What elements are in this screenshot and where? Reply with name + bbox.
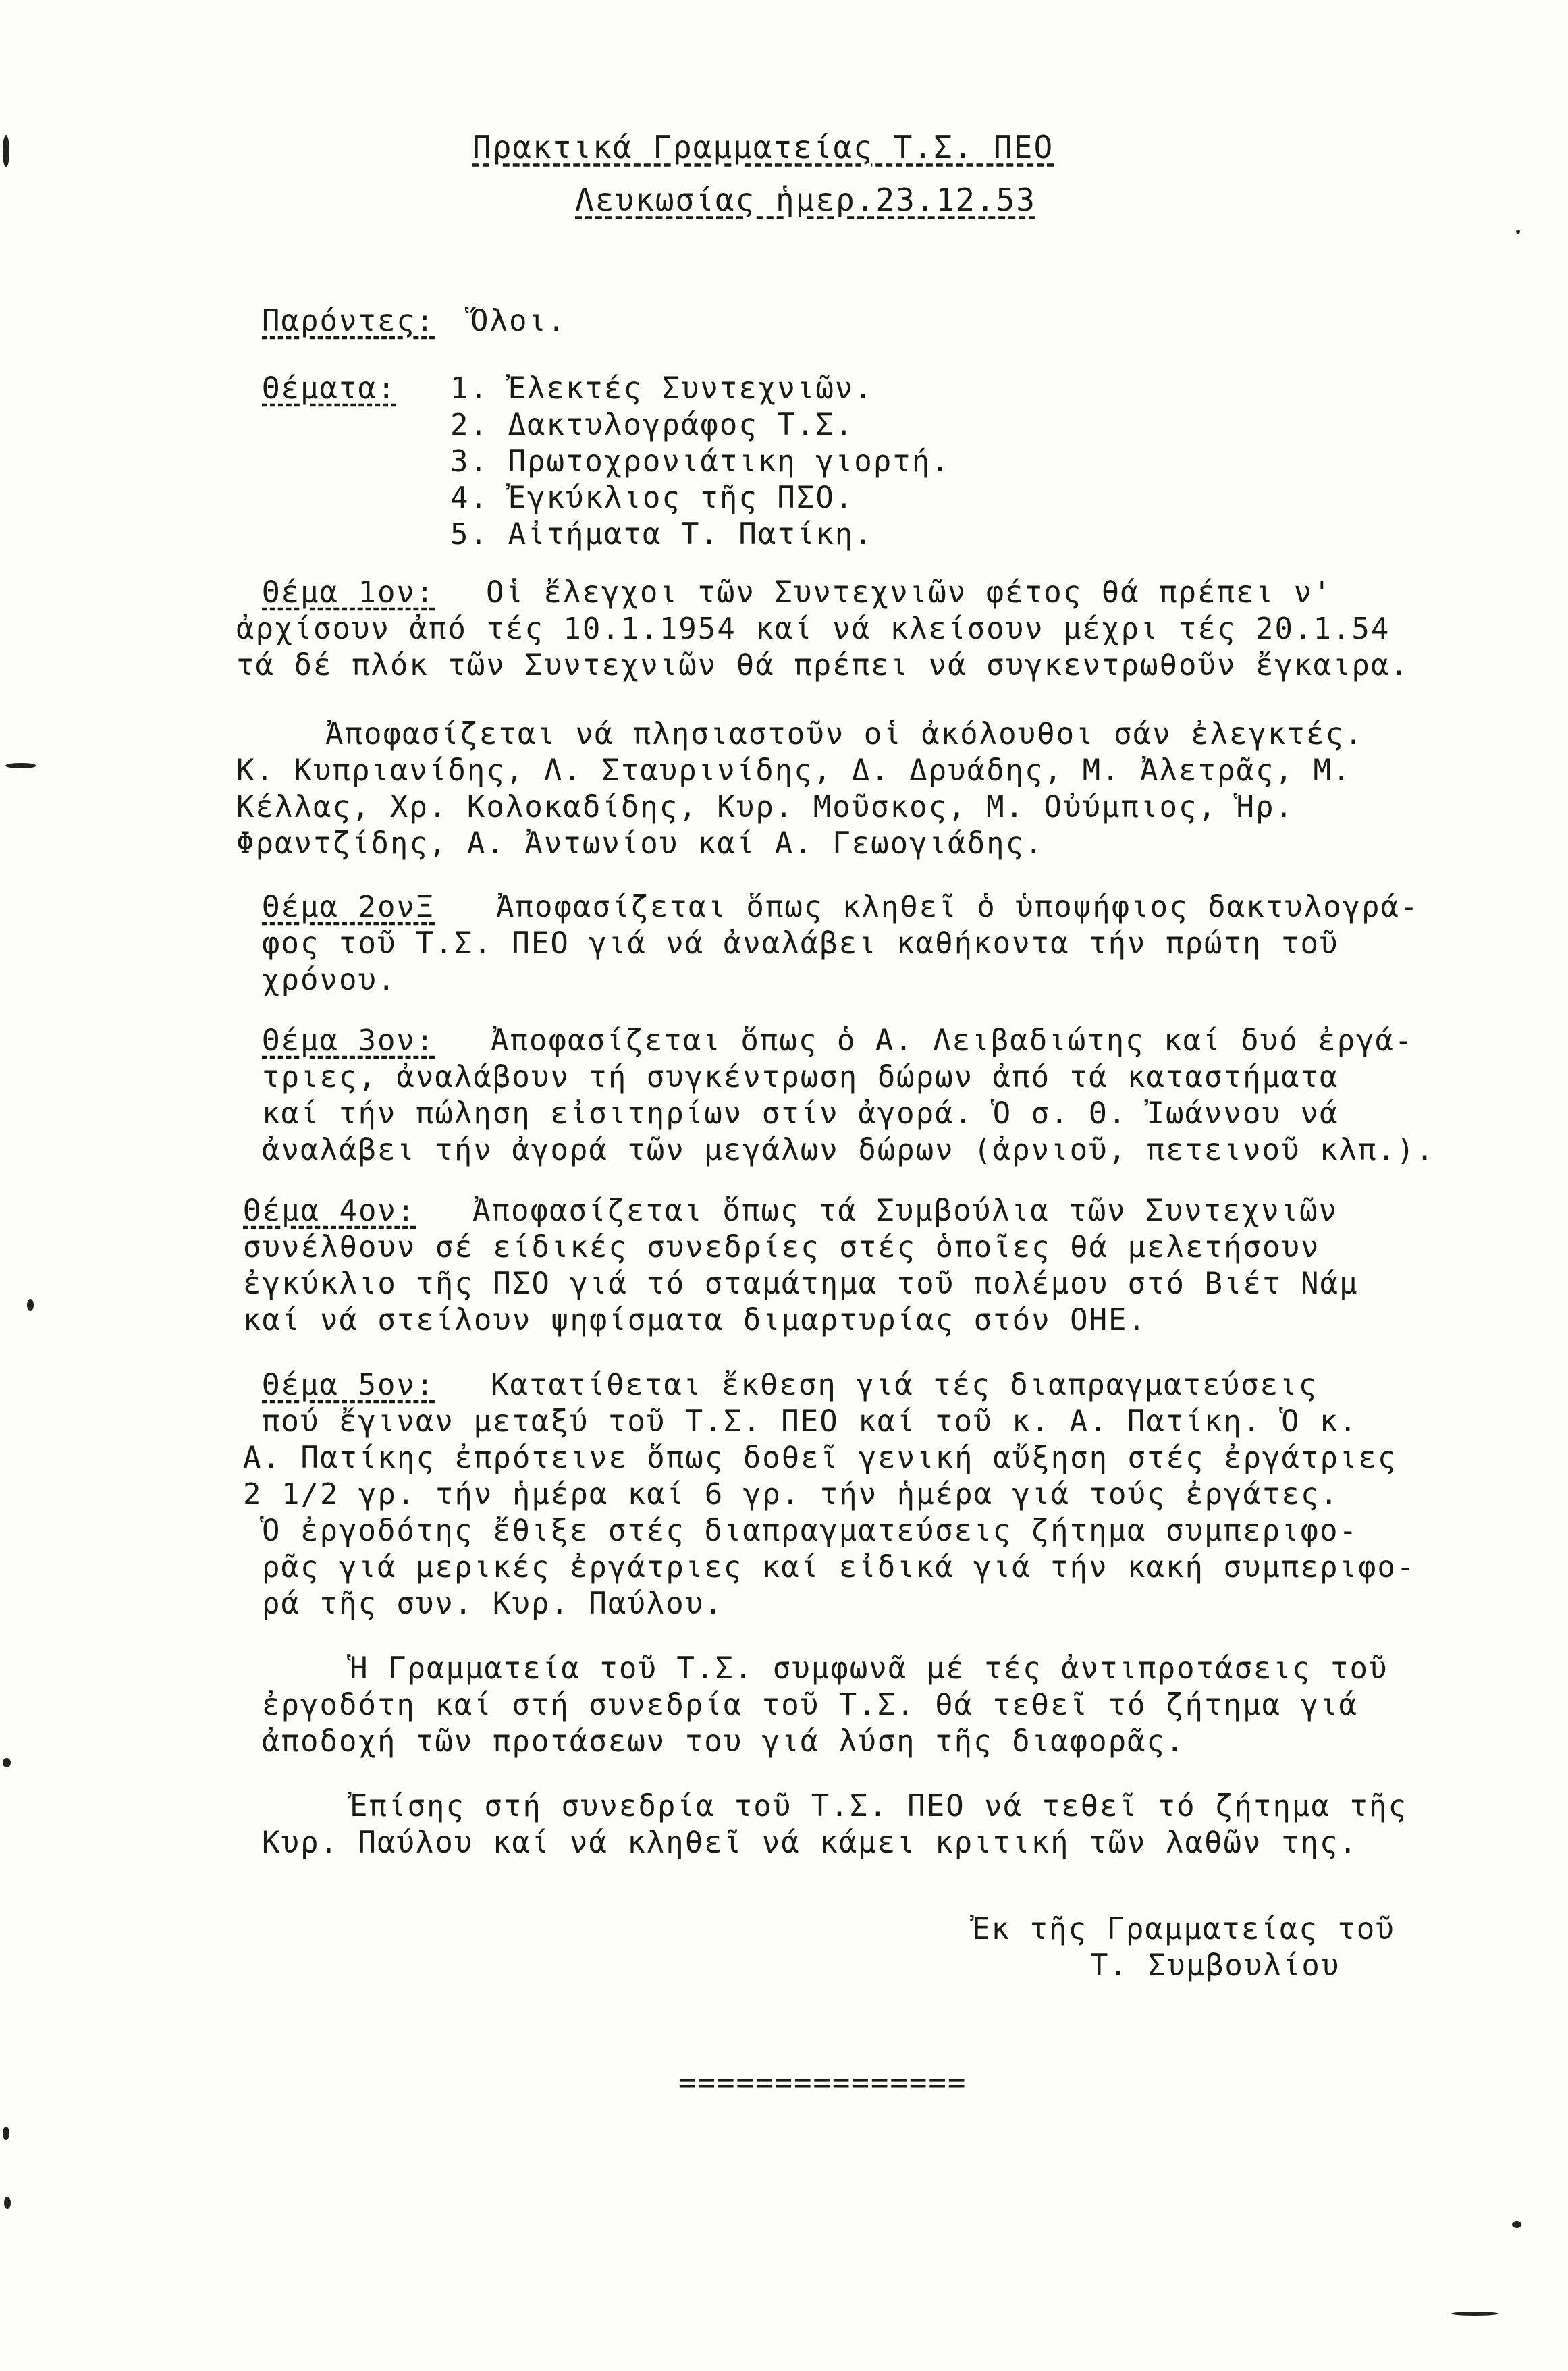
agenda-item: 5. Αἰτήματα Τ. Πατίκη.: [450, 517, 873, 552]
agenda-item: 1. Ἐλεκτές Συντεχνιῶν.: [450, 371, 873, 406]
topic5-line: ρά τῆς συν. Κυρ. Παύλου.: [262, 1587, 724, 1621]
topic2-label: Θέμα 2ονΞ: [262, 890, 435, 924]
topic2-line: φος τοῦ Τ.Σ. ΠΕΟ γιά νά ἀναλάβει καθήκοντα τήν πρώτη τοῦ: [262, 926, 1339, 961]
topic5-para3-line: Κυρ. Παύλου καί νά κληθεῖ νά κάμει κριτική τῶν λαθῶν της.: [262, 1826, 1358, 1860]
topic3-line: ἀναλάβει τήν ἀγορά τῶν μεγάλων δώρων (ἀρνιοῦ, πετεινοῦ κλπ.).: [262, 1133, 1435, 1167]
topic3-line: καί τήν πώληση εἰσιτηρίων στίν ἀγορά. Ὁ σ. Θ. Ἰωάννου νά: [262, 1096, 1339, 1131]
signature-line1: Ἐκ τῆς Γραμματείας τοῦ: [972, 1912, 1395, 1946]
scan-mark: [3, 1758, 11, 1767]
scan-mark: [3, 2127, 9, 2140]
topic4-line: Ἀποφασίζεται ὅπως τά Συμβούλια τῶν Συντεχνιῶν: [472, 1194, 1339, 1228]
topic3-label: Θέμα 3ον:: [262, 1023, 435, 1058]
topic5-line: Ὁ ἐργοδότης ἔθιξε στές διαπραγματεύσεις ζήτημα συμπεριφο-: [262, 1514, 1358, 1548]
topic4-line: ἐγκύκλιο τῆς ΠΣΟ γιά τό σταμάτημα τοῦ πολέμου στό Βιέτ Νάμ: [243, 1267, 1359, 1301]
topic5-label: Θέμα 5ον:: [262, 1368, 435, 1402]
scan-mark: [1516, 230, 1520, 234]
scan-mark: [3, 135, 9, 167]
topic5-line: 2 1/2 γρ. τήν ἡμέρα καί 6 γρ. τήν ἡμέρα γιά τούς ἐργάτες.: [243, 1477, 1339, 1512]
topic1-para2-line: Ἀποφασίζεται νά πλησιαστοῦν οἱ ἀκόλουθοι σάν ἐλεγκτές.: [325, 717, 1364, 751]
topic3-line: Ἀποφασίζεται ὅπως ὁ Α. Λειβαδιώτης καί δυό ἐργά-: [491, 1023, 1414, 1058]
topic1-label: Θέμα 1ον:: [262, 575, 435, 610]
topic5-para2-line: ἀποδοχή τῶν προτάσεων του γιά λύση τῆς διαφορᾶς.: [262, 1724, 1185, 1759]
document-date: Λευκωσίας ἡμερ.23.12.53: [575, 182, 1036, 218]
topic1-para2-line: Κ. Κυπριανίδης, Λ. Σταυρινίδης, Δ. Δρυάδης, Μ. Ἀλετρᾶς, Μ.: [236, 753, 1352, 788]
agenda-item: 3. Πρωτοχρονιάτικη γιορτή.: [450, 444, 950, 479]
topic5-para2-line: Ἡ Γραμματεία τοῦ Τ.Σ. συμφωνᾶ μέ τές ἀντιπροτάσεις τοῦ: [350, 1651, 1388, 1686]
topic4-line: καί νά στείλουν ψηφίσματα διμαρτυρίας στόν ΟΗΕ.: [243, 1303, 1147, 1337]
scan-mark: [5, 763, 36, 768]
signature-line2: Τ. Συμβουλίου: [1090, 1948, 1341, 1983]
topic5-para2-line: ἐργοδότη καί στή συνεδρία τοῦ Τ.Σ. θά τεθεῖ τό ζήτημα γιά: [262, 1688, 1358, 1722]
agenda-item: 2. Δακτυλογράφος Τ.Σ.: [450, 408, 855, 442]
topic1-para2-line: Κέλλας, Χρ. Κολοκαδίδης, Κυρ. Μοῦσκος, Μ. Οὐύμπιος, Ἡρ.: [236, 790, 1294, 824]
topic1-line: ἀρχίσουν ἀπό τές 10.1.1954 καί νά κλείσουν μέχρι τές 20.1.54: [236, 612, 1390, 646]
topic5-line: Α. Πατίκης ἐπρότεινε ὅπως δοθεῖ γενική αὔξηση στές ἐργάτριες: [243, 1441, 1397, 1475]
agenda-item: 4. Ἐγκύκλιος τῆς ΠΣΟ.: [450, 481, 855, 515]
agenda-label: Θέματα:: [262, 371, 397, 406]
topic5-line: πού ἔγιναν μεταξύ τοῦ Τ.Σ. ΠΕΟ καί τοῦ κ. Α. Πατίκη. Ὁ κ.: [262, 1404, 1358, 1439]
topic5-para3-line: Ἐπίσης στή συνεδρία τοῦ Τ.Σ. ΠΕΟ νά τεθεῖ τό ζήτημα τῆς: [350, 1789, 1407, 1823]
topic1-line: τά δέ πλόκ τῶν Συντεχνιῶν θά πρέπει νά συγκεντρωθοῦν ἔγκαιρα.: [236, 648, 1409, 683]
topic1-line: Οἱ ἔλεγχοι τῶν Συντεχνιῶν φέτος θά πρέπει ν': [486, 575, 1332, 610]
scan-mark: [27, 1299, 34, 1311]
scan-mark: [1512, 2221, 1521, 2228]
topic3-line: τριες, ἀναλάβουν τή συγκέντρωση δώρων ἀπό τά καταστήματα: [262, 1060, 1339, 1094]
present-value: Ὅλοι.: [470, 304, 567, 338]
document-title: Πρακτικά Γραμματείας Τ.Σ. ΠΕΟ: [472, 129, 1054, 165]
topic2-line: Ἀποφασίζεται ὅπως κληθεῖ ὁ ὑποψήφιος δακτυλογρά-: [496, 890, 1420, 924]
topic4-line: συνέλθουν σέ είδικές συνεδρίες στές ὁποῖες θά μελετήσουν: [243, 1230, 1320, 1264]
topic2-line: χρόνου.: [262, 963, 397, 997]
scan-mark: [1451, 2312, 1498, 2316]
closing-divider: ===============: [678, 2066, 967, 2100]
present-label: Παρόντες:: [262, 304, 435, 338]
scan-mark: [4, 2197, 11, 2209]
topic5-line: ρᾶς γιά μερικές ἐργάτριες καί εἰδικά γιά τήν κακή συμπεριφο-: [262, 1550, 1416, 1584]
topic1-para2-line: Φραντζίδης, Α. Ἀντωνίου καί Α. Γεωογιάδης.: [236, 826, 1044, 861]
topic4-label: Θέμα 4ον:: [243, 1194, 416, 1228]
topic5-line: Κατατίθεται ἔκθεση γιά τές διαπραγματεύσεις: [491, 1368, 1318, 1402]
